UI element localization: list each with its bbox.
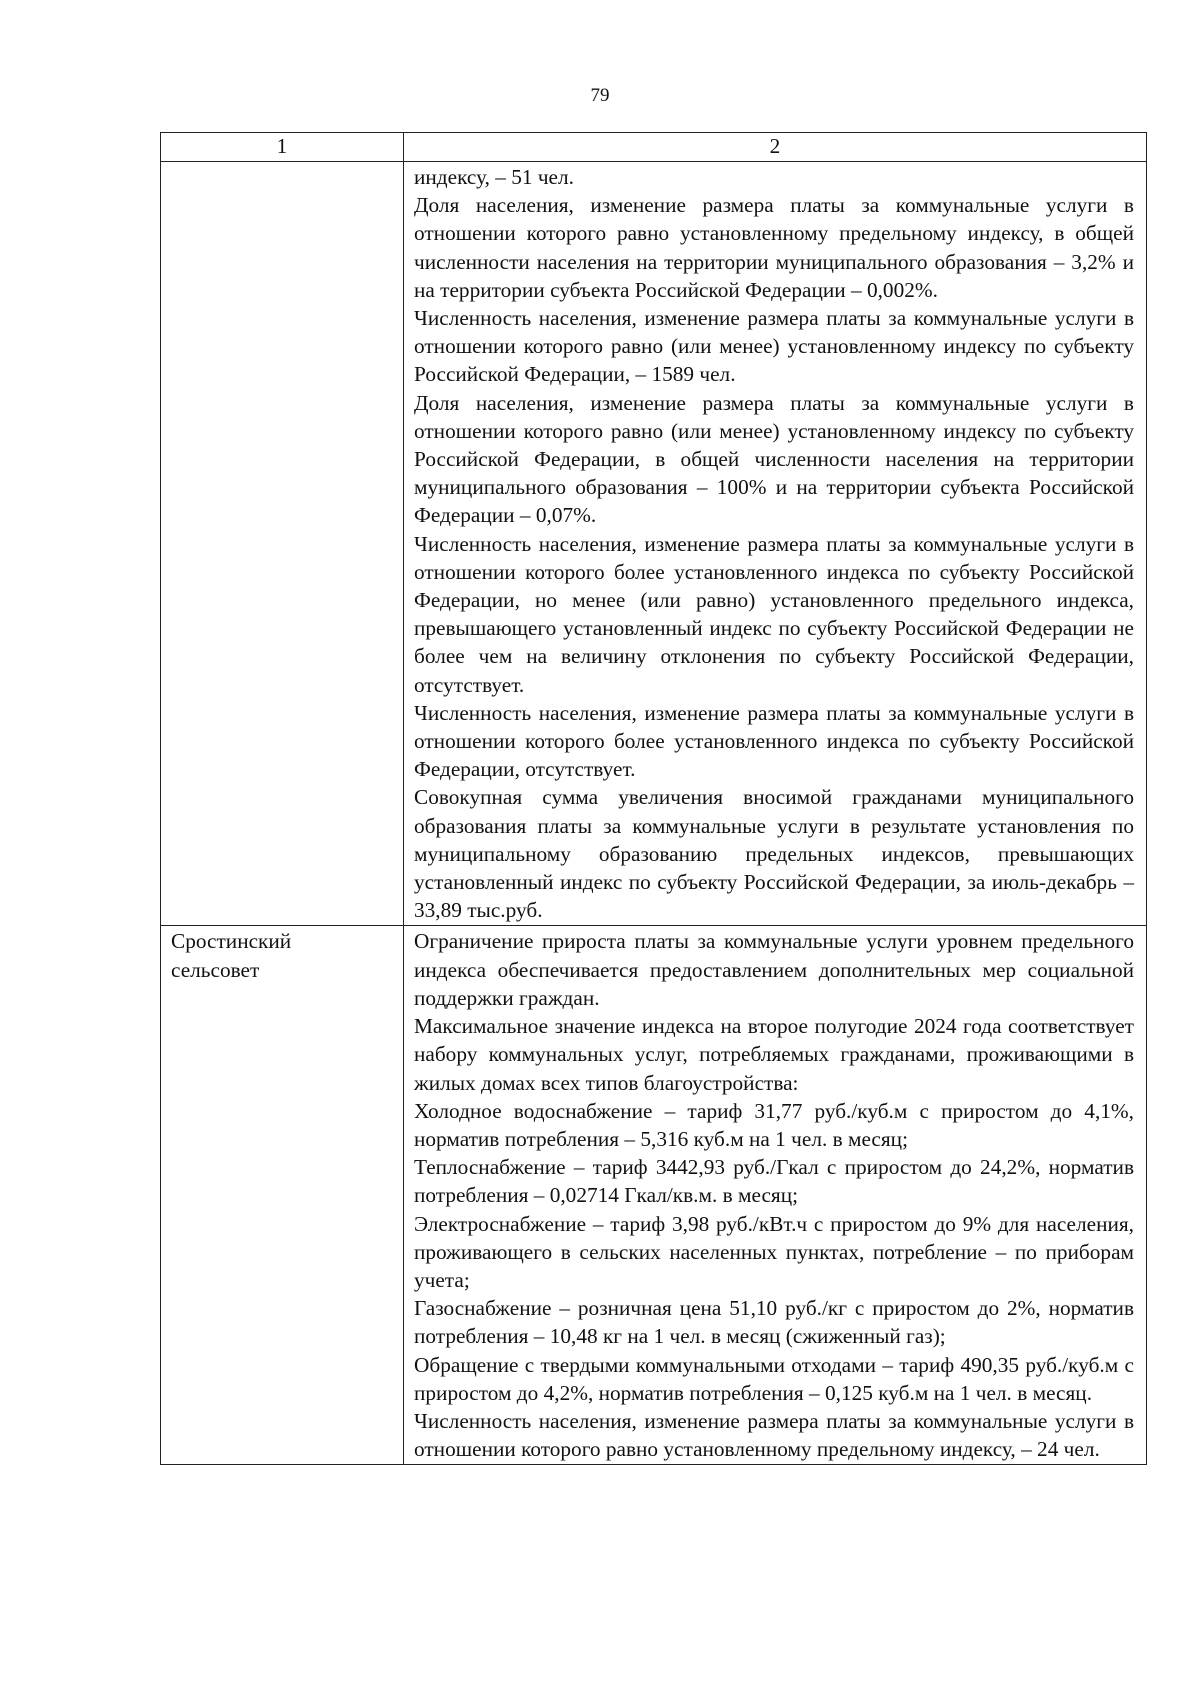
column-header-1: 1 [161, 133, 404, 162]
paragraph: Газоснабжение – розничная цена 51,10 руб./кг с приростом до 2%, норматив потребления – 10,48 кг на 1 чел. в месяц (сжиженный газ); [414, 1296, 1134, 1349]
column-header-2: 2 [404, 133, 1147, 162]
paragraph: Доля населения, изменение размера платы за коммунальные услуги в отношении которого равно (или менее) установленному индексу по субъекту Российской Федерации, в общей численности населения на территории муниципального образования – 100% и на территории субъекта Российской Федерации – 0,07%. [414, 390, 1134, 528]
table-row [161, 162, 1147, 926]
municipality-name-line: сельсовет [171, 957, 260, 982]
paragraph: Доля населения, изменение размера платы за коммунальные услуги в отношении которого равно установленному предельному индексу, в общей численности населения на территории муниципального образования – 3,2% и на территории субъекта Российской Федерации – 0,002%. [414, 193, 1134, 302]
table-row [161, 926, 1147, 1465]
paragraph: Теплоснабжение – тариф 3442,93 руб./Гкал с приростом до 24,2%, норматив потребления – 0,02714 Гкал/кв.м. в месяц; [414, 1155, 1134, 1208]
page-number: 79 [590, 85, 610, 106]
paragraph: Обращение с твердыми коммунальными отходами – тариф 490,35 руб./куб.м с приростом до 4,2%, норматив потребления – 0,125 куб.м на 1 чел. в месяц. [414, 1352, 1134, 1405]
document-table [160, 132, 1147, 1465]
paragraph: Численность населения, изменение размера платы за коммунальные услуги в отношении которого более установленного индекса по субъекту Российской Федерации, но менее (или равно) установленного предельного индекса, превышающего установленный индекс по субъекту Российской Федерации не более чем на величину отклонения по субъекту Российской Федерации, отсутствует. [414, 531, 1134, 697]
paragraph: Численность населения, изменение размера платы за коммунальные услуги в отношении которого равно (или менее) установленному индексу по субъекту Российской Федерации, – 1589 чел. [414, 306, 1134, 387]
paragraph: Ограничение прироста платы за коммунальные услуги уровнем предельного индекса обеспечивается предоставлением дополнительных мер социальной поддержки граждан. [414, 929, 1134, 1010]
paragraph: Численность населения, изменение размера платы за коммунальные услуги в отношении которого равно установленному предельному индексу, – 24 чел. [414, 1408, 1134, 1462]
paragraph: Совокупная сумма увеличения вносимой гражданами муниципального образования платы за коммунальные услуги в результате установления по муниципальному образованию предельных индексов, превышающих установленный индекс по субъекту Российской Федерации, за июль-декабрь – 33,89 тыс.руб. [414, 785, 1134, 923]
paragraph: Максимальное значение индекса на второе полугодие 2024 года соответствует набору коммунальных услуг, потребляемых гражданами, проживающими в жилых домах всех типов благоустройства: [414, 1014, 1134, 1095]
description-cell [404, 162, 1147, 926]
table-header-row [161, 133, 1147, 162]
paragraph: Электроснабжение – тариф 3,98 руб./кВт.ч с приростом до 9% для населения, проживающего в сельских населенных пунктах, потребление – по приборам учета; [414, 1211, 1134, 1292]
description-cell [404, 926, 1147, 1465]
municipality-cell [161, 162, 404, 926]
municipality-name-line: Сростинский [171, 929, 292, 954]
municipality-cell [161, 926, 404, 1465]
paragraph: индексу, – 51 чел. [414, 165, 574, 189]
paragraph: Холодное водоснабжение – тариф 31,77 руб./куб.м с приростом до 4,1%, норматив потребления – 5,316 куб.м на 1 чел. в месяц; [414, 1098, 1134, 1151]
paragraph: Численность населения, изменение размера платы за коммунальные услуги в отношении которого более установленного индекса по субъекту Российской Федерации, отсутствует. [414, 700, 1134, 782]
